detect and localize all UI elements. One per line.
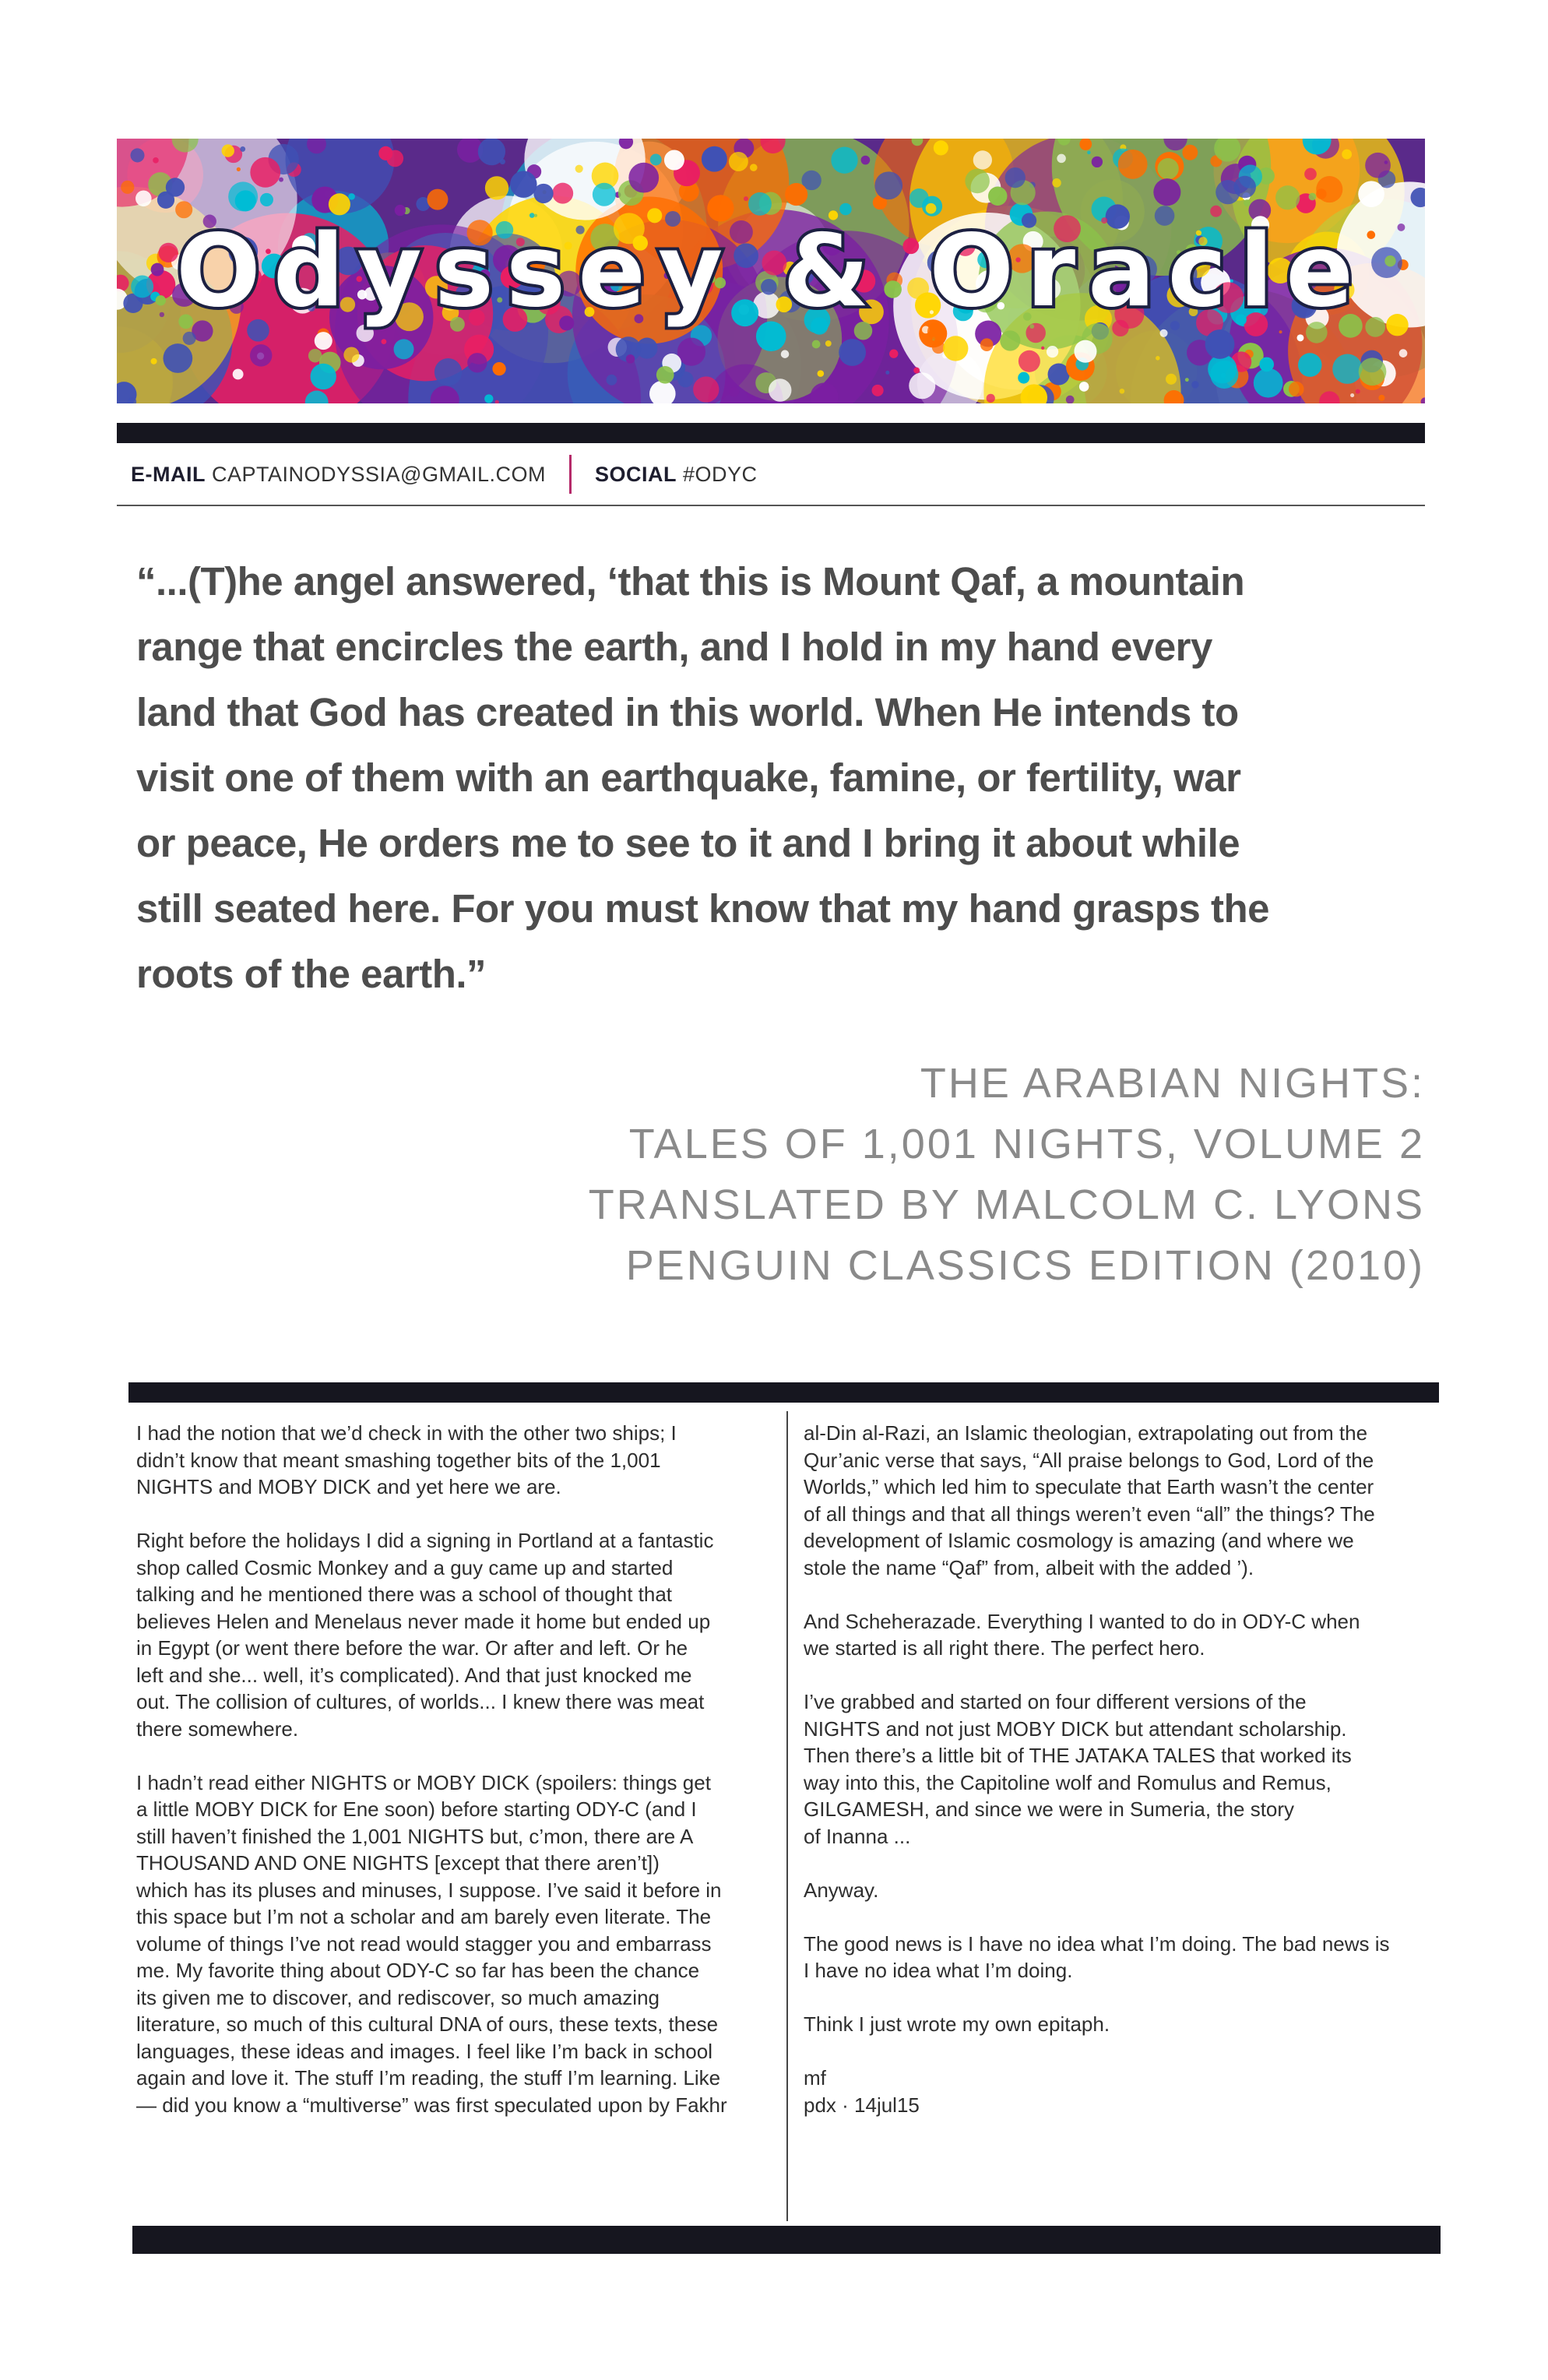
letter-line: in Egypt (or went there before the war. Or after and left. Or he [136, 1636, 688, 1660]
letter-line: Qur’anic verse that says, “All praise belongs to God, Lord of the [804, 1448, 1374, 1472]
letter-line: its given me to discover, and rediscover, so much amazing [136, 1985, 660, 2009]
letter-paragraph [136, 1420, 775, 1501]
letter-paragraph [136, 1769, 775, 2119]
letter-paragraph [804, 1420, 1442, 1581]
social-label: SOCIAL [594, 462, 677, 486]
quote-line: or peace, He orders me to see to it and I bring it about while [136, 821, 1240, 865]
letter-paragraph [804, 2065, 1442, 2118]
letter-line: NIGHTS and not just MOBY DICK but attendant scholarship. [804, 1716, 1347, 1741]
quote-line: land that God has created in this world. When He intends to [136, 690, 1239, 734]
letter-line: The good news is I have no idea what I’m doing. The bad news is [804, 1931, 1390, 1956]
header-rule [117, 423, 1425, 443]
letter-line: I had the notion that we’d check in with the other two ships; I [136, 1421, 677, 1445]
letter-right-column [804, 1420, 1442, 2146]
letter-line: literature, so much of this cultural DNA of ours, these texts, these [136, 2012, 719, 2036]
letter-line: again and love it. The stuff I’m reading, the stuff I’m learning. Like [136, 2066, 721, 2090]
letter-line: which has its pluses and minuses, I suppose. I’ve said it before in [136, 1878, 722, 1902]
letter-paragraph [804, 1688, 1442, 1850]
letter-line: Worlds,” which led him to speculate that Earth wasn’t the center [804, 1475, 1374, 1498]
masthead-title: Odyssey & Oracle [175, 213, 1367, 329]
letter-line: pdx · 14jul15 [804, 2093, 920, 2117]
letter-line: of Inanna ... [804, 1824, 911, 1848]
letter-line: shop called Cosmic Monkey and a guy came up and started [136, 1555, 674, 1579]
letter-line: me. My favorite thing about ODY-C so far has been the chance [136, 1959, 700, 1982]
letter-line: left and she... well, it’s complicated). And that just knocked me [136, 1663, 692, 1687]
letter-line: — did you know a “multiverse” was first speculated upon by Fakhr [136, 2093, 727, 2117]
attribution-line: TRANSLATED BY MALCOLM C. LYONS [588, 1181, 1425, 1228]
letter-paragraph [804, 1608, 1442, 1662]
column-divider [786, 1411, 788, 2221]
email-label: E-MAIL [131, 462, 206, 486]
masthead-banner [117, 139, 1425, 406]
letter-line: way into this, the Capitoline wolf and Romulus and Remus, [804, 1770, 1332, 1794]
email-block [117, 455, 572, 494]
letter-line: stole the name “Qaf” from, albeit with the added ’). [804, 1555, 1254, 1579]
letter-line: GILGAMESH, and since we were in Sumeria, the story [804, 1797, 1295, 1821]
epigraph-quote [136, 549, 1421, 1007]
letter-line: mf [804, 2066, 826, 2090]
letter-line: there somewhere. [136, 1716, 299, 1741]
quote-attribution [589, 1053, 1425, 1296]
letter-line: Think I just wrote my own epitaph. [804, 2012, 1110, 2036]
letter-line: I hadn’t read either NIGHTS or MOBY DICK (spoilers: things get [136, 1770, 711, 1794]
contact-bar [117, 444, 1425, 506]
letter-line: Right before the holidays I did a signing in Portland at a fantastic [136, 1529, 714, 1552]
letter-line: still haven’t finished the 1,001 NIGHTS but, c’mon, there are A [136, 1824, 694, 1848]
letter-line: talking and he mentioned there was a school of thought that [136, 1583, 673, 1606]
letter-line: a little MOBY DICK for Ene soon) before starting ODY-C (and I [136, 1797, 697, 1821]
letter-line: we started is all right there. The perfect hero. [804, 1636, 1205, 1660]
attribution-line: THE ARABIAN NIGHTS: [920, 1060, 1425, 1107]
letter-paragraph [804, 2011, 1442, 2038]
letter-paragraph [804, 1877, 1442, 1904]
letter-line: languages, these ideas and images. I feel like I’m back in school [136, 2039, 712, 2063]
section-rule [128, 1382, 1439, 1403]
letter-left-column [136, 1420, 775, 2146]
letter-line: al-Din al-Razi, an Islamic theologian, extrapolating out from the [804, 1421, 1368, 1445]
quote-line: still seated here. For you must know that my hand grasps the [136, 886, 1269, 931]
letter-paragraph [136, 1527, 775, 1742]
letter-line: I have no idea what I’m doing. [804, 1959, 1073, 1982]
quote-line: visit one of them with an earthquake, famine, or fertility, war [136, 755, 1241, 800]
email-link[interactable]: CAPTAINODYSSIA@GMAIL.COM [211, 462, 546, 486]
social-hashtag[interactable]: #ODYC [682, 462, 758, 486]
attribution-line: TALES OF 1,001 NIGHTS, VOLUME 2 [628, 1121, 1425, 1167]
quote-line: range that encircles the earth, and I hold in my hand every [136, 625, 1212, 669]
footer-rule [132, 2226, 1441, 2254]
quote-line: “...(T)he angel answered, ‘that this is Mount Qaf, a mountain [136, 559, 1245, 604]
letter-line: development of Islamic cosmology is amazing (and where we [804, 1529, 1354, 1552]
letter-paragraph [804, 1931, 1442, 1984]
letter-line: this space but I’m not a scholar and am barely even literate. The [136, 1905, 712, 1928]
quote-line: roots of the earth.” [136, 952, 487, 996]
letter-line: didn’t know that meant smashing together bits of the 1,001 [136, 1448, 661, 1472]
letter-line: believes Helen and Menelaus never made it home but ended up [136, 1609, 711, 1633]
letter-line: of all things and that all things weren’t even “all” the things? The [804, 1502, 1375, 1526]
letter-line: And Scheherazade. Everything I wanted to do in ODY-C when [804, 1609, 1360, 1633]
letter-line: I’ve grabbed and started on four different versions of the [804, 1690, 1307, 1713]
letter-line: NIGHTS and MOBY DICK and yet here we are. [136, 1475, 561, 1498]
letter-line: THOUSAND AND ONE NIGHTS [except that there aren’t]) [136, 1851, 660, 1875]
letter-line: out. The collision of cultures, of worlds... I knew there was meat [136, 1690, 705, 1713]
letter-line: Anyway. [804, 1878, 879, 1902]
attribution-line: PENGUIN CLASSICS EDITION (2010) [625, 1242, 1425, 1289]
letter-line: volume of things I’ve not read would stagger you and embarrass [136, 1931, 712, 1956]
social-block [572, 463, 758, 487]
letter-line: Then there’s a little bit of THE JATAKA TALES that worked its [804, 1744, 1352, 1767]
